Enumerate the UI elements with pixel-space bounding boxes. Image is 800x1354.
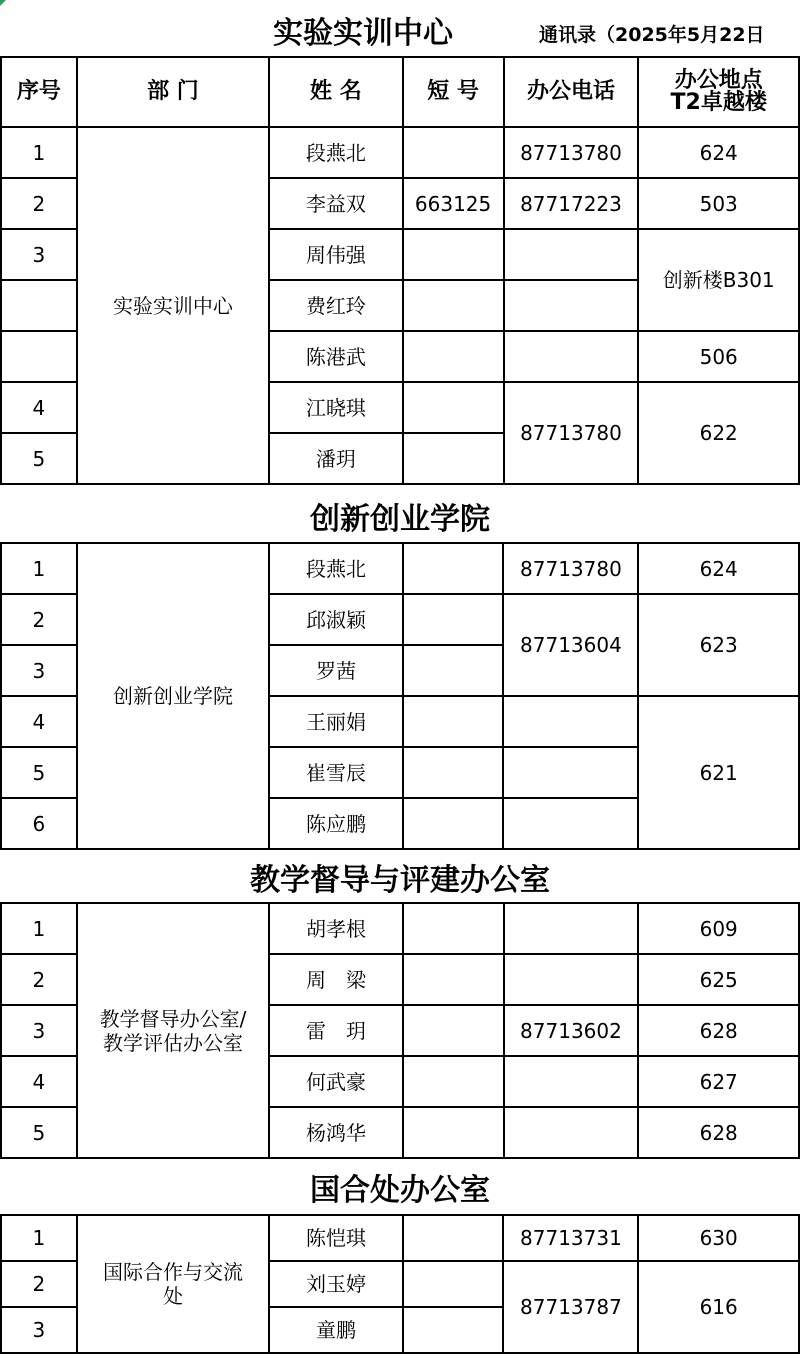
column-header-row — [1, 57, 799, 127]
table-teaching-supervision — [0, 902, 800, 1159]
office-cell: 624 — [638, 543, 799, 594]
office-cell: 623 — [638, 594, 799, 696]
short-cell — [403, 280, 504, 331]
col-header-seq: 序号 — [1, 57, 77, 127]
section-title: 创新创业学院 — [310, 502, 490, 537]
table-row — [1, 127, 799, 178]
seq-cell: 4 — [1, 1056, 77, 1107]
seq-cell: 3 — [1, 229, 77, 280]
seq-cell: 1 — [1, 127, 77, 178]
office-cell: 630 — [638, 1215, 799, 1261]
dept-cell — [77, 1215, 269, 1353]
seq-cell: 6 — [1, 798, 77, 849]
col-header-phone: 办公电话 — [504, 57, 639, 127]
name-cell: 刘玉婷 — [269, 1261, 403, 1307]
short-cell — [403, 645, 504, 696]
office-cell: 622 — [638, 382, 799, 484]
office-cell: 628 — [638, 1107, 799, 1158]
phone-cell: 87713780 — [504, 127, 639, 178]
name-cell: 陈恺琪 — [269, 1215, 403, 1261]
short-cell — [403, 1215, 504, 1261]
name-cell: 费红玲 — [269, 280, 403, 331]
seq-cell: 3 — [1, 1307, 77, 1353]
table-international-office — [0, 1214, 800, 1354]
short-cell — [403, 954, 504, 1005]
short-cell — [403, 903, 504, 954]
short-cell — [403, 127, 504, 178]
phone-cell — [504, 903, 639, 954]
short-cell — [403, 331, 504, 382]
dept-line: 教学督导办公室/ — [99, 1006, 247, 1031]
seq-cell — [1, 280, 77, 331]
office-cell: 628 — [638, 1005, 799, 1056]
name-cell: 江晓琪 — [269, 382, 403, 433]
name-cell: 王丽娟 — [269, 696, 403, 747]
dept-cell: 创新创业学院 — [77, 543, 269, 849]
table-row — [1, 903, 799, 954]
seq-cell: 2 — [1, 594, 77, 645]
office-cell: 创新楼B301 — [638, 229, 799, 331]
phone-cell: 87713604 — [503, 594, 638, 696]
phone-cell — [504, 1056, 639, 1107]
name-cell: 潘玥 — [269, 433, 403, 484]
table-row — [1, 543, 799, 594]
name-cell: 杨鸿华 — [269, 1107, 403, 1158]
office-cell: 621 — [638, 696, 799, 849]
name-cell: 雷 玥 — [269, 1005, 403, 1056]
office-cell: 624 — [638, 127, 799, 178]
phone-cell — [504, 1107, 639, 1158]
table-row — [1, 1215, 799, 1261]
phone-cell — [504, 229, 639, 280]
seq-cell: 1 — [1, 903, 77, 954]
name-cell: 陈应鹏 — [269, 798, 403, 849]
seq-cell: 2 — [1, 954, 77, 1005]
dept-cell — [77, 903, 269, 1158]
name-cell: 周 梁 — [269, 954, 403, 1005]
short-cell — [403, 1107, 504, 1158]
office-cell: 625 — [638, 954, 799, 1005]
name-cell: 段燕北 — [269, 127, 403, 178]
name-cell: 崔雪辰 — [269, 747, 403, 798]
dept-line: 教学评估办公室 — [102, 1030, 243, 1055]
office-cell: 609 — [638, 903, 799, 954]
name-cell: 胡孝根 — [269, 903, 403, 954]
directory-date: 通讯录（2025年5月22日 — [539, 24, 765, 46]
short-cell — [403, 1005, 504, 1056]
document-header — [0, 0, 800, 56]
seq-cell: 2 — [1, 1261, 77, 1307]
short-cell: 663125 — [403, 178, 504, 229]
name-cell: 陈港武 — [269, 331, 403, 382]
phone-cell — [504, 954, 639, 1005]
section-title: 国合处办公室 — [310, 1173, 490, 1208]
seq-cell: 5 — [1, 1107, 77, 1158]
office-cell: 506 — [638, 331, 799, 382]
office-cell: 627 — [638, 1056, 799, 1107]
seq-cell: 5 — [1, 433, 77, 484]
phone-cell — [504, 280, 639, 331]
phone-cell: 87713780 — [503, 543, 638, 594]
dept-line: 处 — [162, 1284, 183, 1308]
phone-cell — [504, 331, 639, 382]
name-cell: 段燕北 — [269, 543, 403, 594]
name-cell: 邱淑颖 — [269, 594, 403, 645]
phone-cell: 87717223 — [504, 178, 639, 229]
seq-cell: 1 — [1, 543, 77, 594]
seq-cell: 3 — [1, 1005, 77, 1056]
short-cell — [403, 382, 504, 433]
page-title: 实验实训中心 — [273, 16, 453, 51]
seq-cell: 5 — [1, 747, 77, 798]
col-header-name: 姓 名 — [269, 57, 403, 127]
col-header-location — [638, 57, 799, 127]
short-cell — [403, 696, 504, 747]
short-cell — [403, 1056, 504, 1107]
section-title: 教学督导与评建办公室 — [250, 863, 550, 898]
office-cell: 503 — [638, 178, 799, 229]
short-cell — [403, 543, 504, 594]
dept-cell: 实验实训中心 — [77, 127, 269, 484]
seq-cell: 4 — [1, 696, 77, 747]
short-cell — [403, 594, 504, 645]
phone-cell: 87713731 — [503, 1215, 638, 1261]
short-cell — [403, 1261, 504, 1307]
short-cell — [403, 798, 504, 849]
name-cell: 罗茜 — [269, 645, 403, 696]
seq-cell: 1 — [1, 1215, 77, 1261]
seq-cell: 2 — [1, 178, 77, 229]
seq-cell: 4 — [1, 382, 77, 433]
col-header-dept: 部 门 — [77, 57, 269, 127]
short-cell — [403, 747, 504, 798]
name-cell: 童鹏 — [269, 1307, 403, 1353]
phone-cell — [503, 747, 638, 798]
phone-cell — [503, 696, 638, 747]
dept-line: 国际合作与交流 — [102, 1260, 243, 1284]
location-line1: 办公地点 — [674, 68, 763, 93]
seq-cell: 3 — [1, 645, 77, 696]
phone-cell: 87713602 — [504, 1005, 639, 1056]
seq-cell — [1, 331, 77, 382]
short-cell — [403, 433, 504, 484]
name-cell: 李益双 — [269, 178, 403, 229]
short-cell — [403, 229, 504, 280]
table-lab-center — [0, 56, 800, 485]
phone-cell: 87713780 — [504, 382, 639, 484]
phone-cell — [503, 798, 638, 849]
location-line2: T2卓越楼 — [670, 90, 767, 115]
short-cell — [403, 1307, 504, 1353]
office-cell: 616 — [638, 1261, 799, 1353]
name-cell: 何武豪 — [269, 1056, 403, 1107]
col-header-short: 短 号 — [403, 57, 504, 127]
name-cell: 周伟强 — [269, 229, 403, 280]
phone-cell: 87713787 — [503, 1261, 638, 1353]
table-innovation-college — [0, 542, 800, 850]
cell-marker-icon — [0, 0, 6, 6]
